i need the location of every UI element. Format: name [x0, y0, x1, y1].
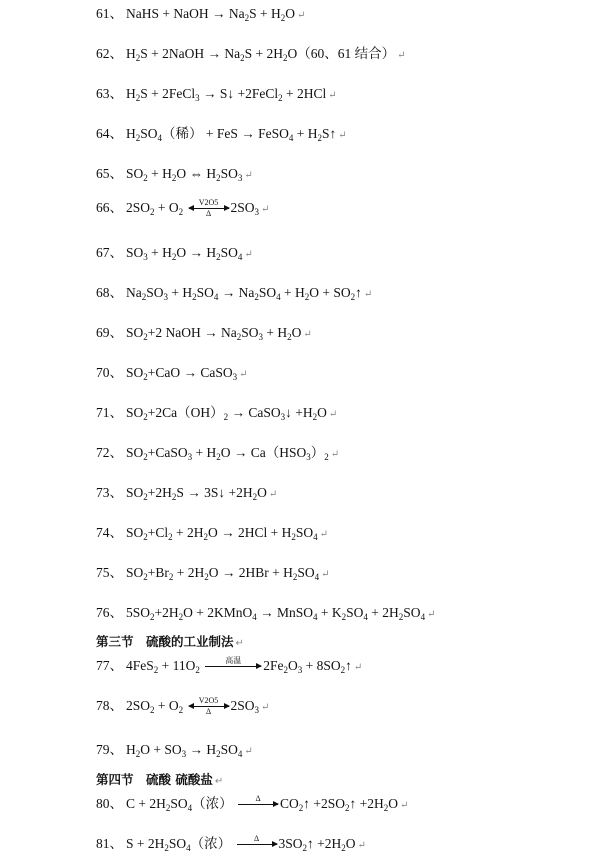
- equation-70: 70、 $SO_2+CaO$ → CaSO$_3$ ↵: [96, 365, 248, 382]
- return-mark: ↵: [427, 609, 436, 620]
- equation-62: 62、 $H_2S$ + 2NaOH → $Na_2S + 2H_2O(60$、61 结合） ↵: [96, 46, 406, 63]
- return-mark: ↵: [261, 204, 270, 215]
- return-mark: ↵: [330, 449, 340, 460]
- return-mark: ↵: [244, 170, 253, 181]
- equation-80: 80、 $C + 2H_2SO_4$（浓） Δ $CO_2↑$ $+2SO_2↑ +2H_2O$ ↵: [96, 794, 409, 813]
- equation-75: 75、 $SO_2+Br_2 + 2H_2O \to 2HBr + H_2SO_4$ ↵: [96, 565, 330, 582]
- reversible-arrow-icon: $\frac{V2O5}{\Delta}$: [189, 697, 229, 716]
- return-mark: ↵: [397, 50, 406, 61]
- return-mark: ↵: [296, 10, 306, 21]
- gas-arrow-icon: ↑: [345, 658, 352, 673]
- return-mark: ↵: [244, 249, 253, 260]
- equation-72: 72、 $SO_2+CaSO_3 + H_2O \to Ca(HSO_3)_2$ ↵: [96, 445, 340, 462]
- return-mark: ↵: [357, 840, 366, 851]
- equation-61: 61、 NaHS + NaOH → $Na_2S + H_2O$ ↵: [96, 6, 306, 23]
- return-mark: ↵: [319, 529, 329, 540]
- gas-arrow-icon: ↑: [355, 285, 362, 300]
- section-heading-4: 第四节 硫酸 硫酸盐 ↵: [96, 772, 224, 787]
- return-mark: ↵: [244, 746, 253, 757]
- return-mark: ↵: [239, 369, 248, 380]
- equation-79: 79、 $H_2O + SO_3 \to H_2SO_4$ ↵: [96, 742, 253, 759]
- heating-arrow-icon: Δ: [238, 795, 278, 814]
- return-mark: ↵: [328, 409, 338, 420]
- equation-81: 81、 $S + 2H_2SO_4$（浓） Δ $3SO_2↑ +2H_2O$ ↵: [96, 834, 366, 853]
- return-mark: ↵: [363, 289, 373, 300]
- return-mark: ↵: [328, 90, 337, 101]
- return-mark: ↵: [321, 569, 330, 580]
- equation-65: 65、 $SO_2 + H_2O$ ⇔ $H_2SO_3$ ↵: [96, 166, 253, 183]
- precipitate-arrow-icon: ↓: [227, 86, 235, 101]
- gas-arrow-icon: ↑: [329, 126, 337, 141]
- equation-64: 64、 $H_2SO_4$（稀） + FeS → FeSO$_4$ + $H_2S↑$ ↵: [96, 126, 347, 143]
- equation-66: 66、 $2SO_2 + O_2$ $\frac{V2O5}{\Delta}$ $2SO_3$ ↵: [96, 198, 270, 219]
- reversible-arrow-icon: $\frac{V2O5}{\Delta}$: [189, 199, 229, 218]
- condition-arrow-icon: 高温: [205, 657, 261, 676]
- equation-71: 71、 $SO_2+2Ca(OH)_2$ → CaSO$_3$↓ $+H_2O$ ↵: [96, 405, 338, 422]
- equation-76: 76、 $5SO_2+2H_2O$ + 2KMnO$_4$ → MnSO$_4$ + $K_2SO_4 + 2H_2SO_4$ ↵: [96, 605, 436, 622]
- equation-69: 69、 $SO_2+2$ NaOH → $Na_2SO_3 + H_2O$ ↵: [96, 325, 312, 342]
- heating-arrow-icon: Δ: [237, 835, 277, 854]
- equation-74: 74、 $SO_2+Cl_2 + 2H_2O \to 2HCl + H_2SO_4$ ↵: [96, 525, 329, 542]
- equation-78: 78、 $2SO_2 + O_2$ $\frac{V2O5}{\Delta}$ $2SO_3$ ↵: [96, 696, 270, 717]
- equation-77: 77、 $4FeS_2 + 11O_2$ 高温 $2Fe_2O_3$ + $8SO_2↑$ ↵: [96, 656, 363, 675]
- equation-67: 67、 $SO_3 + H_2O \to H_2SO_4$ ↵: [96, 245, 253, 262]
- return-mark: ↵: [261, 702, 270, 713]
- return-mark: ↵: [338, 130, 347, 141]
- equation-68: 68、 $Na_2SO_3 + H_2SO_4 \to Na_2SO_4 + H_2O$ + $SO_2↑$ ↵: [96, 285, 373, 302]
- equation-63: 63、 $H_2S$ + 2FeCl$_3$ → S↓ +2FeCl$_2$ + 2HCl ↵: [96, 86, 337, 103]
- gas-arrow-icon: ↑: [349, 796, 357, 811]
- return-mark: ↵: [400, 800, 409, 811]
- return-mark: ↵: [353, 662, 363, 673]
- equation-73: 73、 $SO_2+2H_2S$ → 3S↓ $+2H_2O$ ↵: [96, 485, 278, 502]
- precipitate-arrow-icon: ↓: [285, 405, 292, 420]
- precipitate-arrow-icon: ↓: [218, 485, 226, 500]
- note-text: （60、61 结合）: [297, 46, 396, 61]
- gas-arrow-icon: ↑: [307, 836, 314, 851]
- section-heading-3: 第三节 硫酸的工业制法 ↵: [96, 634, 244, 649]
- return-mark: ↵: [268, 489, 278, 500]
- return-mark: ↵: [303, 329, 312, 340]
- return-mark: ↵: [235, 638, 244, 649]
- gas-arrow-icon: ↑: [303, 796, 311, 811]
- return-mark: ↵: [214, 776, 224, 787]
